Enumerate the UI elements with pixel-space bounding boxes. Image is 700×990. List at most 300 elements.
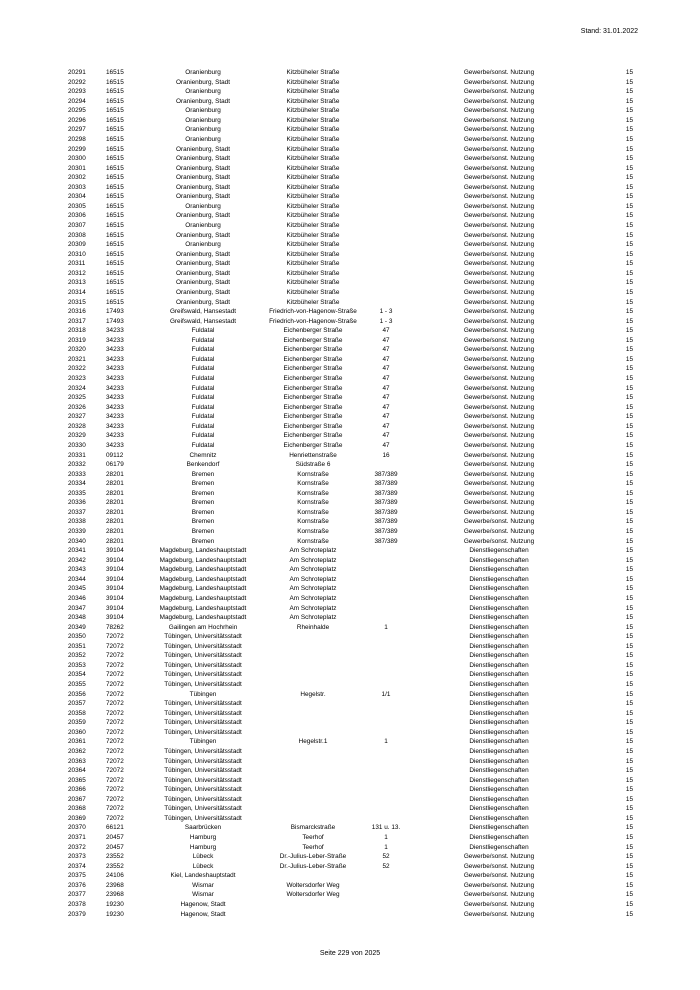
cell-city: Tübingen, Universitätsstadt: [164, 786, 242, 794]
cell-street: Teerhof: [302, 843, 324, 851]
cell-row-id: 20313: [68, 279, 86, 287]
cell-row-id: 20348: [68, 614, 86, 622]
cell-usage-type: Gewerbe/sonst. Nutzung: [463, 78, 535, 86]
table-row: [64, 192, 633, 202]
table-row: [64, 556, 633, 566]
cell-row-id: 20317: [68, 317, 86, 325]
cell-postal-code: 72072: [106, 719, 124, 727]
table-row: [64, 910, 633, 920]
cell-usage-type: Gewerbe/sonst. Nutzung: [463, 212, 535, 220]
cell-house-number: [368, 546, 404, 556]
cell-postal-code: 34233: [106, 336, 124, 344]
cell-street: Am Schroteplatz: [289, 594, 337, 602]
cell-city: Oranienburg: [185, 135, 221, 143]
cell-city: Oranienburg, Stadt: [176, 78, 230, 86]
cell-row-id: 20350: [68, 633, 86, 641]
cell-house-number: 1/1: [381, 690, 391, 698]
cell-usage-type: Gewerbe/sonst. Nutzung: [463, 88, 535, 96]
cell-city: Oranienburg, Stadt: [176, 193, 230, 201]
cell-street: Kitzbüheler Straße: [286, 260, 340, 268]
cell-usage-type: Gewerbe/sonst. Nutzung: [463, 269, 535, 277]
table-row: [64, 345, 633, 355]
cell-usage-type: Gewerbe/sonst. Nutzung: [463, 346, 535, 354]
cell-postal-code: 34233: [106, 422, 124, 430]
cell-row-id: 20299: [68, 145, 86, 153]
cell-house-number: [368, 613, 404, 623]
cell-value: 15: [625, 834, 633, 841]
cell-house-number: 52: [382, 853, 390, 861]
cell-street: Kornstraße: [297, 480, 329, 488]
cell-postal-code: 72072: [106, 776, 124, 784]
table-row: [64, 604, 633, 614]
cell-city: Magdeburg, Landeshauptstadt: [159, 604, 247, 612]
cell-house-number: [368, 766, 404, 776]
cell-postal-code: 28201: [106, 489, 124, 497]
cell-row-id: 20356: [68, 690, 86, 698]
cell-postal-code: 28201: [106, 537, 124, 545]
table-row: [64, 852, 633, 862]
cell-row-id: 20366: [68, 786, 86, 794]
cell-usage-type: Gewerbe/sonst. Nutzung: [463, 174, 535, 182]
cell-city: Tübingen, Universitätsstadt: [164, 719, 242, 727]
cell-row-id: 20306: [68, 212, 86, 220]
cell-value: 15: [625, 700, 633, 708]
cell-street: Friedrich-von-Hagenow-Straße: [269, 308, 357, 316]
cell-usage-type: Gewerbe/sonst. Nutzung: [463, 279, 535, 287]
cell-city: Tübingen, Universitätsstadt: [164, 776, 242, 784]
table-row: [64, 670, 633, 680]
table-row: [64, 298, 633, 308]
cell-house-number: [368, 460, 404, 470]
table-row: [64, 718, 633, 728]
cell-postal-code: 16515: [106, 250, 124, 258]
cell-street: [258, 642, 368, 652]
cell-usage-type: Gewerbe/sonst. Nutzung: [463, 260, 535, 268]
cell-value: 15: [625, 451, 633, 459]
cell-usage-type: Dienstliegenschaften: [469, 661, 529, 669]
cell-usage-type: Gewerbe/sonst. Nutzung: [463, 900, 535, 908]
cell-usage-type: Dienstliegenschaften: [469, 767, 529, 775]
cell-street: Kitzbüheler Straße: [286, 202, 340, 210]
cell-usage-type: Dienstliegenschaften: [469, 594, 529, 602]
cell-row-id: 20334: [68, 480, 86, 488]
cell-postal-code: 16515: [106, 107, 124, 115]
cell-value: 15: [625, 441, 633, 449]
cell-postal-code: 72072: [106, 747, 124, 755]
cell-usage-type: Gewerbe/sonst. Nutzung: [463, 308, 535, 316]
cell-city: Tübingen, Universitätsstadt: [164, 805, 242, 813]
cell-city: Bremen: [191, 528, 215, 535]
cell-street: Kitzbüheler Straße: [286, 107, 340, 115]
cell-row-id: 20295: [68, 107, 86, 115]
cell-house-number: 52: [382, 862, 390, 870]
table-row: [64, 336, 633, 346]
cell-usage-type: Gewerbe/sonst. Nutzung: [463, 470, 535, 478]
cell-house-number: 1: [384, 843, 388, 851]
cell-street: [258, 680, 368, 690]
cell-city: Oranienburg: [185, 107, 221, 115]
cell-street: Kornstraße: [297, 489, 329, 497]
cell-postal-code: 34233: [106, 403, 124, 411]
cell-value: 15: [625, 470, 633, 478]
cell-street: Henriettenstraße: [289, 451, 337, 459]
cell-street: Eichenberger Straße: [283, 384, 343, 392]
cell-postal-code: 16515: [106, 231, 124, 239]
cell-postal-code: 72072: [106, 690, 124, 698]
table-row: [64, 575, 633, 585]
cell-street: Am Schroteplatz: [289, 556, 337, 564]
cell-house-number: 47: [382, 441, 390, 449]
cell-city: Oranienburg, Stadt: [176, 174, 230, 182]
cell-city: Oranienburg: [185, 116, 221, 124]
cell-value: 15: [625, 222, 633, 229]
cell-city: Tübingen, Universitätsstadt: [164, 814, 242, 822]
cell-usage-type: Dienstliegenschaften: [469, 738, 529, 746]
table-row: [64, 489, 633, 499]
cell-street: Am Schroteplatz: [289, 585, 337, 593]
table-row: [64, 690, 633, 700]
cell-postal-code: 16515: [106, 202, 124, 210]
cell-value: 15: [625, 384, 633, 392]
cell-city: Hagenow, Stadt: [180, 900, 226, 908]
cell-postal-code: 19230: [106, 910, 124, 918]
cell-postal-code: 23968: [106, 891, 124, 899]
cell-row-id: 20362: [68, 747, 86, 755]
cell-value: 15: [625, 107, 633, 115]
table-row: [64, 565, 633, 575]
cell-postal-code: 23968: [106, 881, 124, 889]
cell-city: Fuldatal: [191, 394, 215, 402]
cell-value: 15: [625, 728, 633, 736]
cell-row-id: 20373: [68, 853, 86, 861]
cell-city: Hamburg: [189, 843, 217, 851]
cell-row-id: 20327: [68, 413, 86, 421]
table-row: [64, 814, 633, 824]
cell-street: Dr.-Julius-Leber-Straße: [279, 853, 347, 861]
cell-postal-code: 16515: [106, 279, 124, 287]
cell-street: Eichenberger Straße: [283, 336, 343, 344]
cell-street: Kitzbüheler Straße: [286, 126, 340, 134]
cell-row-id: 20311: [68, 260, 86, 268]
cell-usage-type: Gewerbe/sonst. Nutzung: [463, 145, 535, 153]
cell-row-id: 20325: [68, 394, 86, 402]
cell-usage-type: Dienstliegenschaften: [469, 786, 529, 794]
cell-house-number: [368, 776, 404, 786]
cell-usage-type: Gewerbe/sonst. Nutzung: [463, 183, 535, 191]
cell-city: Magdeburg, Landeshauptstadt: [159, 575, 247, 583]
cell-city: Tübingen, Universitätsstadt: [164, 642, 242, 650]
table-row: [64, 785, 633, 795]
cell-usage-type: Gewerbe/sonst. Nutzung: [463, 69, 535, 76]
cell-postal-code: 16515: [106, 288, 124, 296]
cell-house-number: [368, 728, 404, 738]
cell-value: 15: [625, 308, 633, 316]
cell-street: Eichenberger Straße: [283, 346, 343, 354]
cell-postal-code: 19230: [106, 900, 124, 908]
table-row: [64, 747, 633, 757]
cell-postal-code: 16515: [106, 155, 124, 163]
cell-usage-type: Gewerbe/sonst. Nutzung: [463, 327, 535, 335]
cell-usage-type: Dienstliegenschaften: [469, 700, 529, 708]
cell-usage-type: Dienstliegenschaften: [469, 728, 529, 736]
cell-usage-type: Gewerbe/sonst. Nutzung: [463, 537, 535, 545]
cell-street: [258, 795, 368, 805]
cell-row-id: 20333: [68, 470, 86, 478]
cell-row-id: 20298: [68, 135, 86, 143]
cell-street: Eichenberger Straße: [283, 375, 343, 382]
cell-city: Greifswald, Hansestadt: [169, 308, 237, 316]
cell-house-number: [368, 575, 404, 585]
cell-value: 15: [625, 623, 633, 631]
table-row: [64, 517, 633, 527]
cell-usage-type: Gewerbe/sonst. Nutzung: [463, 241, 535, 249]
cell-value: 15: [625, 317, 633, 325]
cell-usage-type: Dienstliegenschaften: [469, 690, 529, 698]
table-row: [64, 795, 633, 805]
page-footer: Seite 229 von 2025: [319, 950, 381, 957]
cell-value: 15: [625, 795, 633, 803]
cell-city: Bremen: [191, 470, 215, 478]
table-row: [64, 164, 633, 174]
cell-value: 15: [625, 145, 633, 153]
cell-house-number: [368, 565, 404, 575]
cell-house-number: [368, 871, 404, 881]
table-row: [64, 823, 633, 833]
table-row: [64, 384, 633, 394]
cell-value: 15: [625, 508, 633, 516]
cell-row-id: 20318: [68, 327, 86, 335]
cell-row-id: 20379: [68, 910, 86, 918]
cell-city: Oranienburg, Stadt: [176, 288, 230, 296]
cell-usage-type: Gewerbe/sonst. Nutzung: [463, 910, 535, 918]
cell-postal-code: 39104: [106, 556, 124, 564]
cell-street: Kitzbüheler Straße: [286, 231, 340, 239]
table-row: [64, 737, 633, 747]
cell-house-number: [368, 881, 404, 891]
cell-city: Greifswald, Hansestadt: [169, 317, 237, 325]
cell-postal-code: 72072: [106, 786, 124, 794]
cell-city: Chemnitz: [189, 451, 217, 459]
cell-postal-code: 16515: [106, 260, 124, 268]
cell-street: Eichenberger Straße: [283, 413, 343, 421]
cell-row-id: 20349: [68, 623, 86, 631]
cell-street: Kornstraße: [297, 508, 329, 516]
table-row: [64, 183, 633, 193]
cell-postal-code: 39104: [106, 604, 124, 612]
cell-postal-code: 39104: [106, 547, 124, 555]
cell-row-id: 20372: [68, 843, 86, 851]
cell-city: Kiel, Landeshauptstadt: [170, 872, 236, 880]
cell-house-number: [368, 556, 404, 566]
cell-usage-type: Dienstliegenschaften: [469, 547, 529, 555]
cell-value: 15: [625, 757, 633, 765]
cell-house-number: 47: [382, 403, 390, 411]
cell-house-number: 47: [382, 413, 390, 421]
cell-street: [258, 871, 368, 881]
table-row: [64, 125, 633, 135]
cell-usage-type: Gewerbe/sonst. Nutzung: [463, 441, 535, 449]
table-row: [64, 78, 633, 88]
cell-postal-code: 39104: [106, 575, 124, 583]
table-row: [64, 728, 633, 738]
cell-usage-type: Gewerbe/sonst. Nutzung: [463, 451, 535, 459]
cell-value: 15: [625, 231, 633, 239]
table-row: [64, 537, 633, 547]
cell-row-id: 20323: [68, 375, 86, 382]
table-row: [64, 623, 633, 633]
table-row: [64, 881, 633, 891]
cell-street: [258, 651, 368, 661]
cell-value: 15: [625, 671, 633, 679]
cell-house-number: 47: [382, 336, 390, 344]
cell-house-number: 387/389: [374, 480, 398, 488]
cell-usage-type: Gewerbe/sonst. Nutzung: [463, 862, 535, 870]
cell-street: [258, 785, 368, 795]
cell-house-number: [368, 795, 404, 805]
cell-row-id: 20301: [68, 164, 86, 172]
cell-postal-code: 16515: [106, 97, 124, 105]
cell-city: Oranienburg, Stadt: [176, 231, 230, 239]
cell-house-number: [368, 202, 404, 212]
cell-street: Eichenberger Straße: [283, 327, 343, 335]
cell-city: Tübingen, Universitätsstadt: [164, 795, 242, 803]
cell-postal-code: 34233: [106, 432, 124, 440]
cell-city: Oranienburg, Stadt: [176, 155, 230, 163]
cell-value: 15: [625, 403, 633, 411]
cell-house-number: [368, 221, 404, 231]
table-row: [64, 584, 633, 594]
cell-value: 15: [625, 814, 633, 822]
cell-usage-type: Gewerbe/sonst. Nutzung: [463, 891, 535, 899]
cell-street: Kornstraße: [297, 518, 329, 526]
cell-postal-code: 28201: [106, 470, 124, 478]
cell-house-number: [368, 135, 404, 145]
cell-city: Magdeburg, Landeshauptstadt: [159, 594, 247, 602]
table-row: [64, 441, 633, 451]
cell-value: 15: [625, 862, 633, 870]
cell-value: 15: [625, 853, 633, 861]
table-row: [64, 202, 633, 212]
table-row: [64, 900, 633, 910]
cell-row-id: 20307: [68, 222, 86, 229]
cell-city: Tübingen: [189, 738, 217, 746]
cell-value: 15: [625, 900, 633, 908]
cell-house-number: [368, 670, 404, 680]
cell-city: Hagenow, Stadt: [180, 910, 226, 918]
property-table-body: [64, 68, 633, 919]
table-row: [64, 632, 633, 642]
cell-street: [258, 632, 368, 642]
cell-house-number: 47: [382, 384, 390, 392]
cell-value: 15: [625, 183, 633, 191]
cell-street: Am Schroteplatz: [289, 566, 337, 574]
cell-street: Kitzbüheler Straße: [286, 116, 340, 124]
cell-city: Gailingen am Hochrhein: [168, 623, 238, 631]
cell-postal-code: 16515: [106, 269, 124, 277]
table-row: [64, 776, 633, 786]
table-row: [64, 116, 633, 126]
table-row: [64, 508, 633, 518]
cell-house-number: [368, 604, 404, 614]
cell-usage-type: Gewerbe/sonst. Nutzung: [463, 222, 535, 229]
cell-row-id: 20358: [68, 709, 86, 717]
cell-row-id: 20365: [68, 776, 86, 784]
cell-postal-code: 16515: [106, 183, 124, 191]
table-row: [64, 498, 633, 508]
cell-house-number: [368, 890, 404, 900]
cell-house-number: [368, 747, 404, 757]
cell-street: Kitzbüheler Straße: [286, 193, 340, 201]
cell-usage-type: Dienstliegenschaften: [469, 681, 529, 688]
cell-row-id: 20291: [68, 69, 86, 76]
cell-usage-type: Gewerbe/sonst. Nutzung: [463, 298, 535, 306]
cell-value: 15: [625, 365, 633, 373]
cell-row-id: 20351: [68, 642, 86, 650]
cell-street: Kitzbüheler Straße: [286, 69, 340, 76]
cell-usage-type: Gewerbe/sonst. Nutzung: [463, 375, 535, 382]
cell-street: Kitzbüheler Straße: [286, 241, 340, 249]
table-row: [64, 804, 633, 814]
cell-postal-code: 72072: [106, 757, 124, 765]
cell-row-id: 20371: [68, 834, 86, 841]
cell-street: [258, 699, 368, 709]
cell-house-number: 16: [382, 451, 390, 459]
cell-house-number: [368, 814, 404, 824]
cell-street: Kitzbüheler Straße: [286, 164, 340, 172]
cell-house-number: [368, 642, 404, 652]
table-row: [64, 661, 633, 671]
cell-row-id: 20309: [68, 241, 86, 249]
cell-row-id: 20300: [68, 155, 86, 163]
table-row: [64, 135, 633, 145]
cell-value: 15: [625, 346, 633, 354]
table-row: [64, 833, 633, 843]
cell-street: [258, 766, 368, 776]
cell-row-id: 20345: [68, 585, 86, 593]
property-table: [64, 68, 633, 919]
cell-street: [258, 804, 368, 814]
cell-street: Bismarckstraße: [290, 824, 336, 832]
cell-house-number: 47: [382, 365, 390, 373]
cell-postal-code: 23552: [106, 853, 124, 861]
cell-street: Kornstraße: [297, 537, 329, 545]
cell-row-id: 20316: [68, 308, 86, 316]
cell-row-id: 20338: [68, 518, 86, 526]
cell-row-id: 20343: [68, 566, 86, 574]
cell-city: Oranienburg: [185, 241, 221, 249]
cell-house-number: 131 u. 13.: [371, 824, 401, 832]
cell-value: 15: [625, 260, 633, 268]
cell-row-id: 20354: [68, 671, 86, 679]
cell-row-id: 20304: [68, 193, 86, 201]
table-row: [64, 451, 633, 461]
cell-row-id: 20352: [68, 652, 86, 660]
cell-house-number: 387/389: [374, 489, 398, 497]
table-row: [64, 422, 633, 432]
cell-row-id: 20320: [68, 346, 86, 354]
cell-usage-type: Gewerbe/sonst. Nutzung: [463, 317, 535, 325]
cell-city: Magdeburg, Landeshauptstadt: [159, 585, 247, 593]
cell-postal-code: 34233: [106, 413, 124, 421]
table-row: [64, 211, 633, 221]
cell-street: Kitzbüheler Straße: [286, 174, 340, 182]
cell-row-id: 20331: [68, 451, 86, 459]
cell-house-number: [368, 804, 404, 814]
cell-usage-type: Gewerbe/sonst. Nutzung: [463, 97, 535, 105]
table-row: [64, 862, 633, 872]
cell-usage-type: Gewerbe/sonst. Nutzung: [463, 489, 535, 497]
cell-city: Oranienburg, Stadt: [176, 269, 230, 277]
